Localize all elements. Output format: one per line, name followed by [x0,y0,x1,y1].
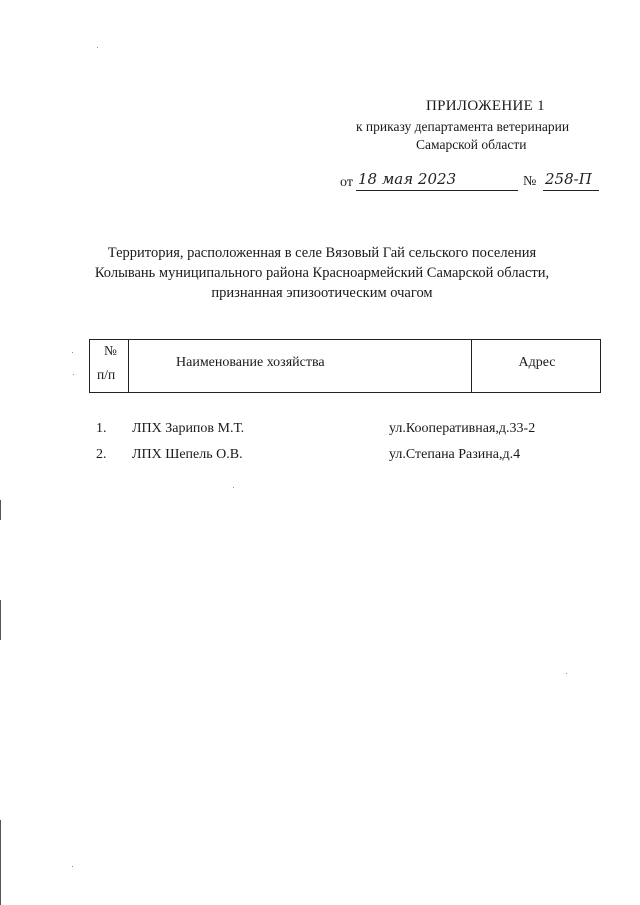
document-heading [60,243,584,303]
order-number-handwritten: 258-П [543,170,599,191]
heading-line-1: Территория, расположенная в селе Вязовый Гай сельского поселения [107,245,537,261]
order-date-label: от [340,175,353,190]
header-number-sign: № [104,343,117,358]
order-date-handwritten: 18 мая 2023 [356,170,518,191]
header-number-pp: п/п [97,367,116,382]
row-1-farm: ЛПХ Зарипов М.Т. [132,421,245,436]
header-farm-name: Наименование хозяйства [176,355,325,370]
heading-line-2: Колывань муниципального района Красноармейский Самарской области, [94,265,550,281]
scan-speck [97,47,98,48]
farms-table-header [89,339,601,393]
row-1-address: ул.Кооперативная,д.33-2 [389,421,536,436]
scan-speck [72,352,73,353]
appendix-order-reference: к приказу департамента ветеринарии [356,119,570,134]
scan-edge-mark [0,600,1,640]
appendix-region: Самарской области [416,137,527,152]
scan-speck [72,866,73,867]
scan-speck [566,673,567,674]
scan-edge-mark [0,500,1,520]
scan-edge-mark [0,820,1,905]
row-2-address: ул.Степана Разина,д.4 [389,447,521,462]
row-2-number: 2. [96,447,107,462]
row-1-number: 1. [96,421,107,436]
scan-speck [73,374,74,375]
header-address: Адрес [518,355,556,370]
column-divider-2 [471,340,472,392]
order-number-label: № [523,174,537,189]
row-2-farm: ЛПХ Шепель О.В. [132,447,243,462]
scan-speck [233,487,234,488]
appendix-title: ПРИЛОЖЕНИЕ 1 [426,98,545,114]
heading-line-3: признанная эпизоотическим очагом [211,285,433,301]
